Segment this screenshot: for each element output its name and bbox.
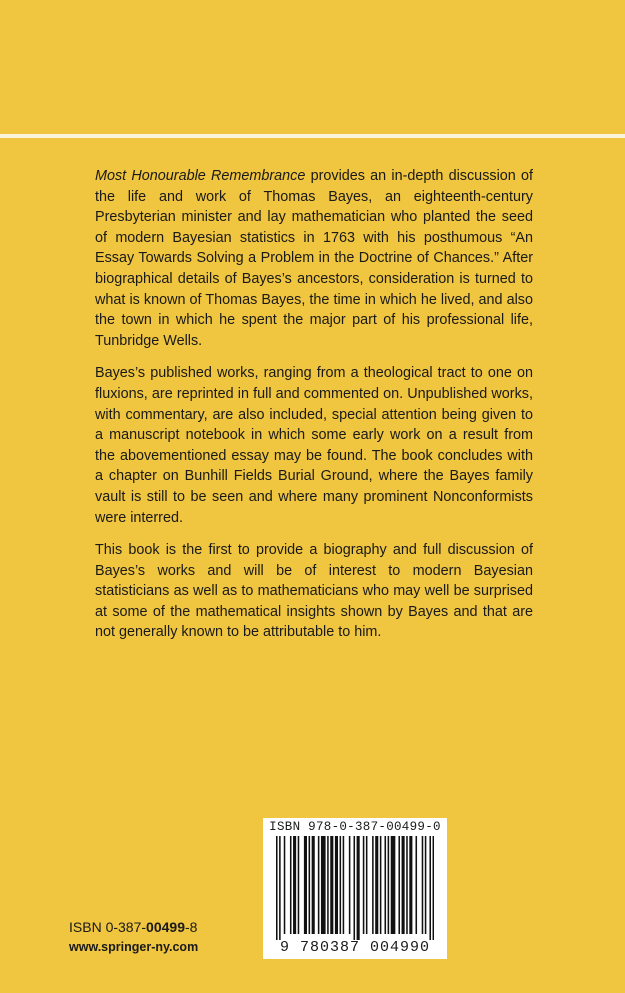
- barcode-bar: [422, 836, 424, 934]
- barcode-bar: [380, 836, 382, 934]
- barcode: [263, 818, 447, 959]
- barcode-bar: [357, 836, 360, 940]
- barcode-bar: [293, 836, 296, 934]
- barcode-bar: [429, 836, 431, 940]
- isbn-bold: 00499: [146, 919, 185, 935]
- publisher-url: www.springer-ny.com: [69, 940, 199, 954]
- divider-rule: [0, 134, 625, 138]
- blurb-paragraph-2: Bayes’s published works, ranging from a theological tract to one on fluxions, are reprinted in full and commented on. Unpublished works, with commentary, are also included, special attention being given to a manuscript notebook in which some early work on a result from the abovementioned essay may be found. The book concludes with a chapter on Bunhill Fields Burial Ground, where the Bayes family vault is still to be seen and where many prominent Nonconformists were interred.: [95, 365, 533, 526]
- barcode-bar: [363, 836, 365, 934]
- back-cover-blurb: [95, 166, 533, 655]
- barcode-digits: 9 780387 004990: [279, 939, 431, 956]
- barcode-bar: [425, 836, 427, 934]
- book-title: Most Honourable Remembrance: [95, 168, 306, 184]
- barcode-bar: [279, 836, 281, 940]
- barcode-bar: [343, 836, 345, 934]
- barcode-bars: [276, 836, 434, 940]
- barcode-isbn-label: ISBN 978-0-387-00499-0: [269, 820, 441, 834]
- barcode-bar: [433, 836, 434, 940]
- barcode-bar: [388, 836, 390, 934]
- barcode-bar: [309, 836, 311, 934]
- isbn-suffix: -8: [184, 919, 198, 935]
- barcode-bar: [372, 836, 374, 934]
- barcode-bar: [276, 836, 278, 940]
- blurb-paragraph-3: This book is the first to provide a biography and full discussion of Bayes’s works and will be of interest to modern Bayesian statisticians as well as to mathematicians who may well be surprised at some of the mathematical insights shown by Bayes and that are not generally known to be attributable to him.: [95, 542, 533, 641]
- barcode-bar: [398, 836, 400, 934]
- isbn-prefix: ISBN 0-387-: [69, 919, 147, 935]
- barcode-bar: [402, 836, 405, 934]
- barcode-bar: [409, 836, 412, 934]
- barcode-bar: [335, 836, 338, 934]
- barcode-bar: [349, 836, 351, 934]
- barcode-bar: [366, 836, 368, 934]
- barcode-bar: [375, 836, 378, 934]
- barcode-bar: [330, 836, 333, 934]
- blurb-paragraph-1-text: provides an in-depth discussion of the life and work of Thomas Bayes, an eighteenth-century Presbyterian minister and lay mathematician who planted the seed of modern Bayesian statistics in 1763 with his posthumous “An Essay Towards Solving a Problem in the Doctrine of Chances.” After biographical details of Bayes’s ancestors, consideration is turned to what is known of Thomas Bayes, the time in which he lived, and also the town in which he spent the major part of his professional life, Tunbridge Wells.: [95, 168, 533, 349]
- blurb-paragraph-1: [95, 166, 533, 351]
- barcode-bar: [321, 836, 326, 934]
- barcode-bar: [406, 836, 408, 934]
- barcode-bar: [340, 836, 342, 934]
- barcode-bar: [312, 836, 315, 934]
- barcode-bar: [304, 836, 307, 934]
- barcode-bar: [318, 836, 320, 934]
- barcode-bar: [298, 836, 300, 934]
- barcode-bar: [354, 836, 356, 940]
- barcode-bar: [290, 836, 292, 934]
- barcode-bar: [416, 836, 418, 934]
- barcode-bar: [327, 836, 329, 934]
- barcode-bar: [391, 836, 396, 934]
- barcode-bar: [284, 836, 286, 934]
- barcode-bar: [385, 836, 387, 934]
- isbn-text: [69, 918, 197, 936]
